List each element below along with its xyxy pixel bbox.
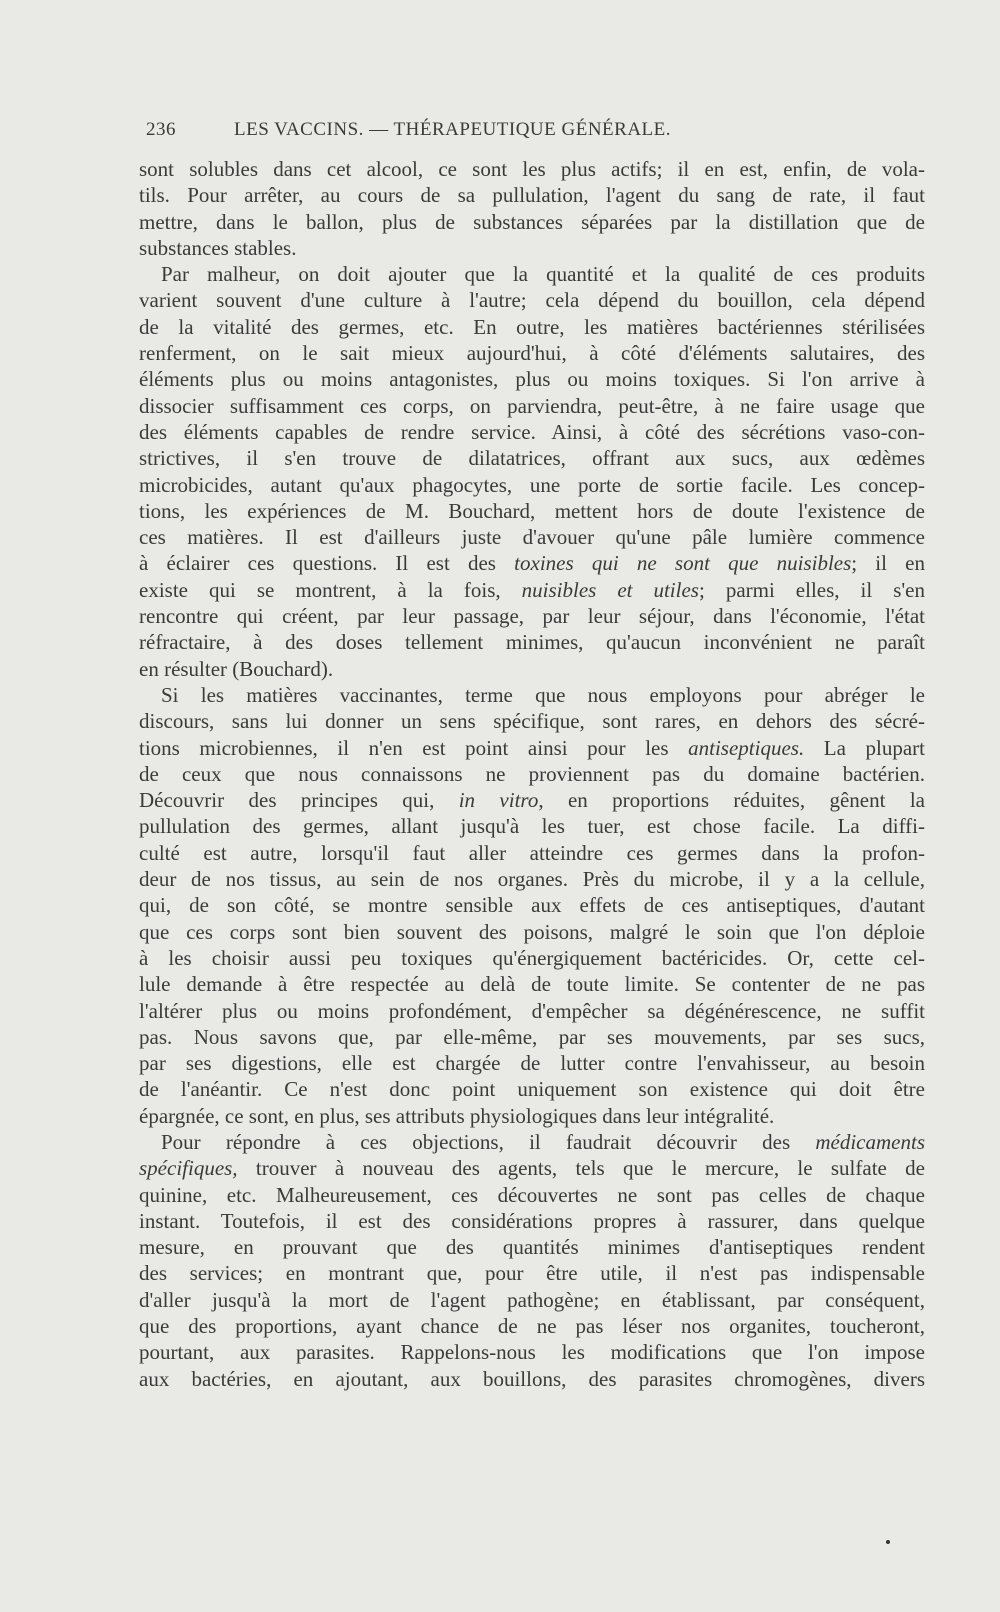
text-line: de la vitalité des germes, etc. En outre, les matières bactériennes stérilisées: [139, 314, 925, 339]
text-line: microbicides, autant qu'aux phagocytes, une porte de sortie facile. Les concep-: [139, 472, 925, 497]
text-line: épargnée, ce sont, en plus, ses attributs physiologiques dans leur intégralité.: [139, 1103, 775, 1128]
paragraph-continuation: [139, 156, 925, 261]
text-line: à éclairer ces questions. Il est des toxines qui ne sont que nuisibles; il en: [139, 551, 925, 576]
text-line: lule demande à être respectée au delà de toute limite. Se contenter de ne pas: [139, 972, 925, 997]
text-line: d'aller jusqu'à la mort de l'agent pathogène; en établissant, par conséquent,: [139, 1287, 925, 1312]
text-line: des éléments capables de rendre service. Ainsi, à côté des sécrétions vaso-con-: [139, 419, 925, 444]
text-line: sont solubles dans cet alcool, ce sont les plus actifs; il en est, enfin, de vola-: [139, 157, 925, 181]
text-line: tions microbiennes, il n'en est point ainsi pour les antiseptiques. La plupart: [139, 735, 925, 760]
text-line: l'altérer plus ou moins profondément, d'empêcher sa dégénérescence, ne suffit: [139, 998, 925, 1023]
running-head: [146, 119, 786, 145]
running-title: LES VACCINS. — THÉRAPEUTIQUE GÉNÉRALE.: [234, 119, 672, 140]
paragraph: [139, 682, 925, 1129]
text-line: que ces corps sont bien souvent des poisons, malgré le soin que l'on déploie: [139, 919, 925, 944]
text-line: pas. Nous savons que, par elle-même, par ses mouvements, par ses sucs,: [139, 1024, 925, 1049]
text-line: qui, de son côté, se montre sensible aux effets de ces antiseptiques, d'autant: [139, 893, 925, 918]
paragraph: [139, 261, 925, 682]
text-line: des services; en montrant que, pour être utile, il n'est pas indispensable: [139, 1261, 925, 1286]
text-line: substances stables.: [139, 235, 297, 260]
text-line: culté est autre, lorsqu'il faut aller atteindre ces germes dans la profon-: [139, 840, 925, 865]
text-line: mesure, en prouvant que des quantités minimes d'antiseptiques rendent: [139, 1235, 925, 1260]
text-line: renferment, on le sait mieux aujourd'hui, à côté d'éléments salutaires, des: [139, 341, 925, 366]
text-line: tils. Pour arrêter, au cours de sa pullulation, l'agent du sang de rate, il faut: [139, 183, 925, 208]
text-line: par ses digestions, elle est chargée de lutter contre l'envahisseur, au besoin: [139, 1051, 925, 1076]
text-line: en résulter (Bouchard).: [139, 656, 334, 681]
page-number: 236: [146, 119, 176, 140]
text-line: instant. Toutefois, il est des considérations propres à rassurer, dans quelque: [139, 1208, 925, 1233]
text-line: aux bactéries, en ajoutant, aux bouillons, des parasites chromogènes, divers: [139, 1366, 925, 1391]
text-line: strictives, il s'en trouve de dilatatrices, offrant aux sucs, aux œdèmes: [139, 446, 925, 471]
text-line: dissocier suffisamment ces corps, on parviendra, peut-être, à ne faire usage que: [139, 393, 925, 418]
text-line: Pour répondre à ces objections, il faudrait découvrir des médicaments: [161, 1129, 925, 1154]
text-line: Par malheur, on doit ajouter que la quantité et la qualité de ces produits: [161, 262, 925, 287]
text-line: varient souvent d'une culture à l'autre; cela dépend du bouillon, cela dépend: [139, 288, 925, 313]
text-line: que des proportions, ayant chance de ne pas léser nos organites, toucheront,: [139, 1314, 925, 1339]
text-line: deur de nos tissus, au sein de nos organes. Près du microbe, il y a la cellule,: [139, 867, 925, 892]
text-line: éléments plus ou moins antagonistes, plus ou moins toxiques. Si l'on arrive à: [139, 367, 925, 392]
text-line: tions, les expériences de M. Bouchard, mettent hors de doute l'existence de: [139, 498, 925, 523]
text-line: de ceux que nous connaissons ne proviennent pas du domaine bactérien.: [139, 761, 925, 786]
text-line: à les choisir aussi peu toxiques qu'énergiquement bactéricides. Or, cette cel-: [139, 945, 925, 970]
text-line: rencontre qui créent, par leur passage, par leur séjour, dans l'économie, l'état: [139, 604, 925, 629]
text-line: de l'anéantir. Ce n'est donc point uniquement son existence qui doit être: [139, 1077, 925, 1102]
paragraph: [139, 1129, 925, 1392]
text-line: spécifiques, trouver à nouveau des agents, tels que le mercure, le sulfate de: [139, 1156, 925, 1181]
text-line: réfractaire, à des doses tellement minimes, qu'aucun inconvénient ne paraît: [139, 630, 925, 655]
text-line: pullulation des germes, allant jusqu'à les tuer, est chose facile. La diffi-: [139, 814, 925, 839]
text-line: pourtant, aux parasites. Rappelons-nous les modifications que l'on impose: [139, 1340, 925, 1365]
text-line: mettre, dans le ballon, plus de substances séparées par la distillation que de: [139, 209, 925, 234]
text-line: ces matières. Il est d'ailleurs juste d'avouer qu'une pâle lumière commence: [139, 525, 925, 550]
text-line: Découvrir des principes qui, in vitro, en proportions réduites, gênent la: [139, 788, 925, 813]
text-line: existe qui se montrent, à la fois, nuisibles et utiles; parmi elles, il s'en: [139, 577, 925, 602]
ink-speck: [886, 1540, 890, 1544]
text-line: Si les matières vaccinantes, terme que nous employons pour abréger le: [161, 682, 925, 707]
text-line: discours, sans lui donner un sens spécifique, sont rares, en dehors des sécré-: [139, 709, 925, 734]
text-line: quinine, etc. Malheureusement, ces découvertes ne sont pas celles de chaque: [139, 1182, 925, 1207]
body-text: [139, 156, 925, 1418]
